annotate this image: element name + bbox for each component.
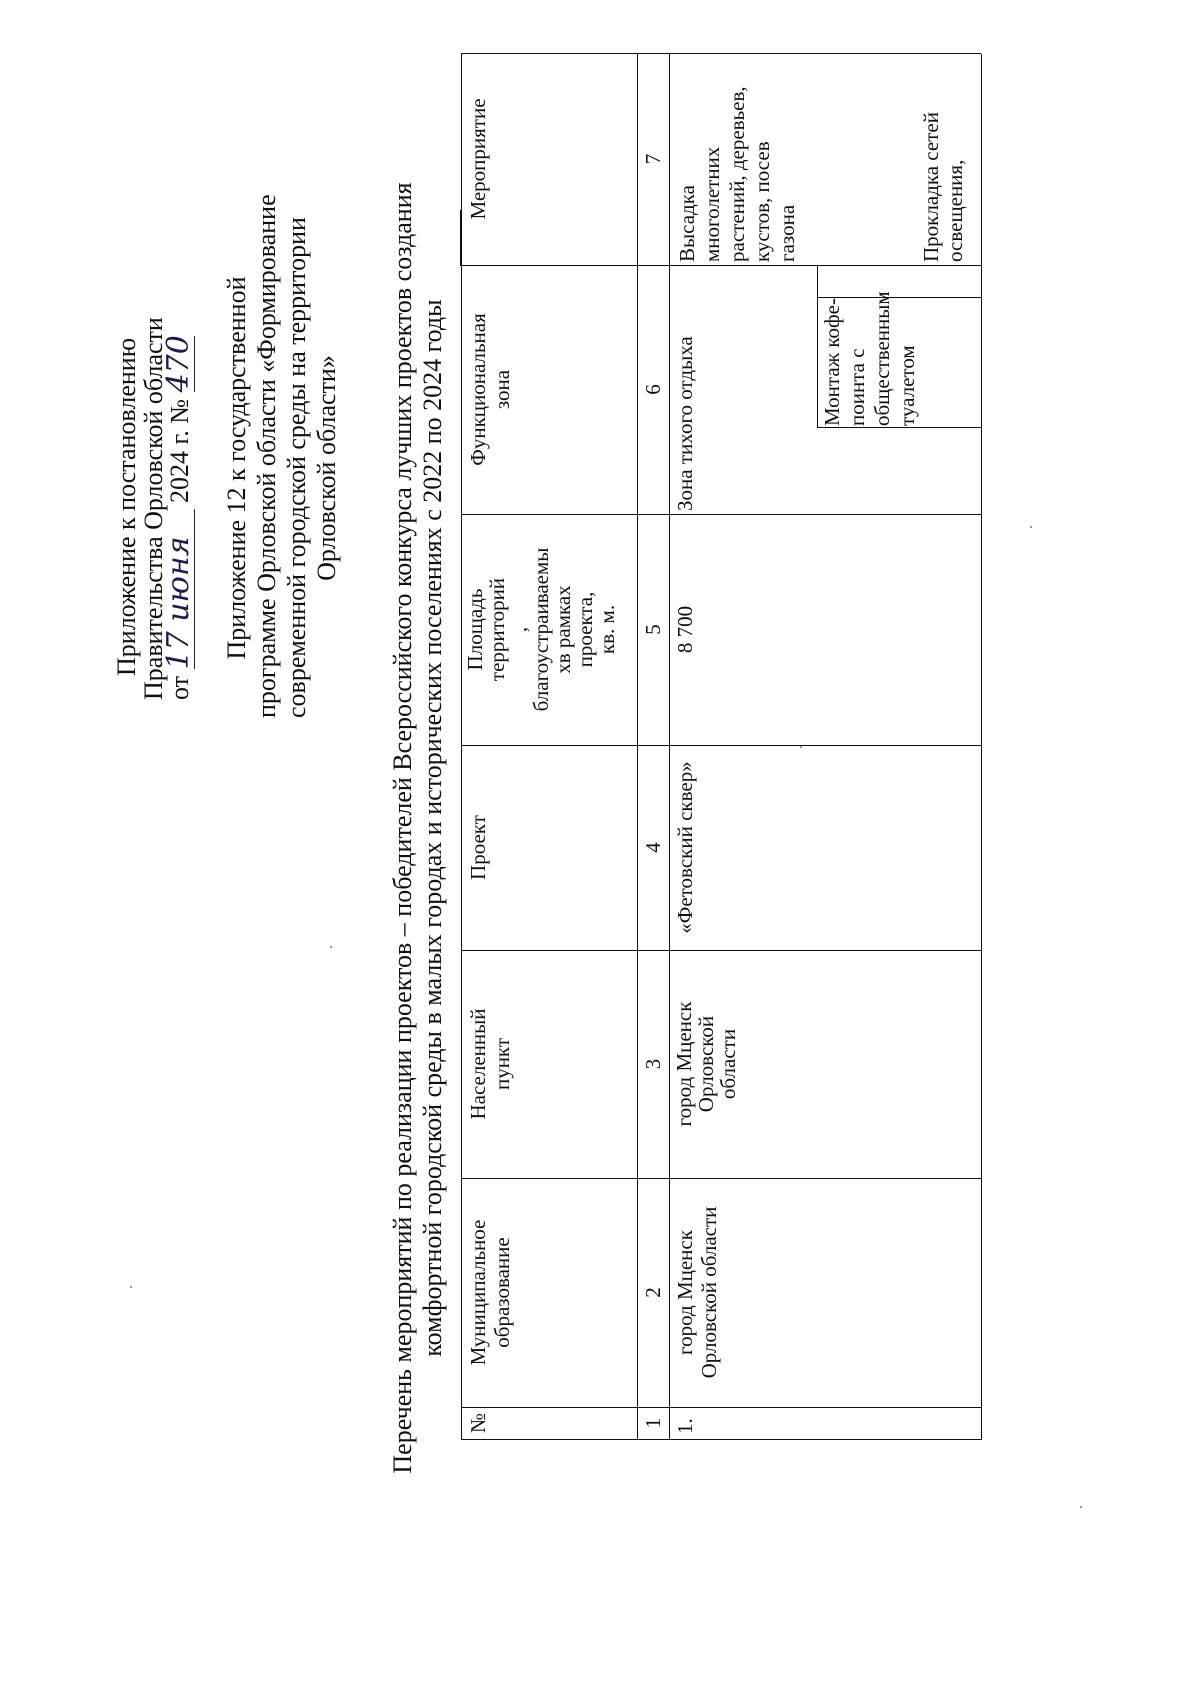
date-prefix: от (165, 675, 194, 700)
col-divider-2 (461, 1178, 981, 1179)
table-left-border (461, 1439, 981, 1440)
handwritten-number: 470 (161, 335, 196, 393)
activity-divider-1b (817, 266, 818, 298)
program-line-1: Приложение 12 к государственной (222, 276, 251, 660)
header-num: № (466, 1412, 490, 1434)
col-divider-4 (461, 745, 981, 746)
activity-planting: Высадка многолетних растений, деревьев, кустов, посев газона (675, 86, 799, 262)
program-line-3: современной городской среды на территории (282, 217, 311, 718)
row-municipality: город Мценск Орловской области (673, 1206, 721, 1379)
handwritten-date: 17 июня (161, 536, 196, 670)
activity-divider-2 (817, 427, 981, 428)
table-header-bottom (637, 54, 638, 1440)
title-line-2: комфортной городской среды в малых городах и исторических поселениях с 2022 по 2024 годы (418, 299, 447, 1357)
colnum-5: 5 (641, 624, 665, 635)
row-area: 8 700 (673, 605, 697, 654)
header-project: Проект (466, 815, 490, 880)
row-project: «Фетовский сквер» (673, 761, 697, 934)
program-line-4: Орловской области» (312, 355, 341, 581)
colnum-1: 1 (641, 1417, 665, 1429)
scan-speck (1080, 1506, 1082, 1508)
program-line-2: программе Орловской области «Формирование (252, 194, 281, 718)
table-top-border (461, 54, 462, 1440)
row-zone: Зона тихого отдыха (673, 336, 697, 511)
scan-speck (800, 746, 802, 748)
col-divider-1 (461, 1407, 981, 1408)
appendix-line-2: Правительства Орловской области (139, 317, 168, 700)
scan-speck (1030, 526, 1032, 528)
title-line-1: Перечень мероприятий по реализации проектов – победителей Всероссийского конкурса лучших проектов создания (388, 182, 417, 1474)
colnum-2: 2 (641, 1287, 665, 1298)
colnum-3: 3 (641, 1058, 665, 1070)
colnum-7: 7 (641, 153, 665, 165)
colnum-4: 4 (641, 842, 665, 853)
header-settlement: Населенный пункт (466, 1008, 514, 1120)
header-area-rule (460, 210, 461, 266)
date-year: 2024 г. № (165, 398, 194, 503)
scan-speck (330, 946, 332, 948)
row-num: 1. (673, 1418, 697, 1434)
activity-coffee-point: Монтаж кофе- поинта с общественным туалетом (820, 291, 919, 426)
table-bottom-border (981, 54, 982, 1440)
activity-lighting-text: Прокладка сетей освещения, (919, 112, 967, 262)
colnum-6: 6 (641, 384, 665, 395)
scan-speck (130, 1286, 132, 1288)
header-area: Площадь территорий , благоустраиваемы хв рамках проекта, кв. м. (463, 547, 619, 712)
row-settlement: город Мценск Орловской области (672, 1001, 740, 1127)
appendix-line-1: Приложение к постановлению (112, 337, 141, 676)
header-activity: Мероприятие (466, 98, 490, 220)
header-zone: Функциональная зона (466, 313, 514, 466)
table-numbers-bottom (669, 54, 670, 1440)
table-right-border (461, 53, 981, 54)
col-divider-6 (461, 265, 981, 266)
header-municipality: Муниципальное образование (466, 1219, 514, 1366)
